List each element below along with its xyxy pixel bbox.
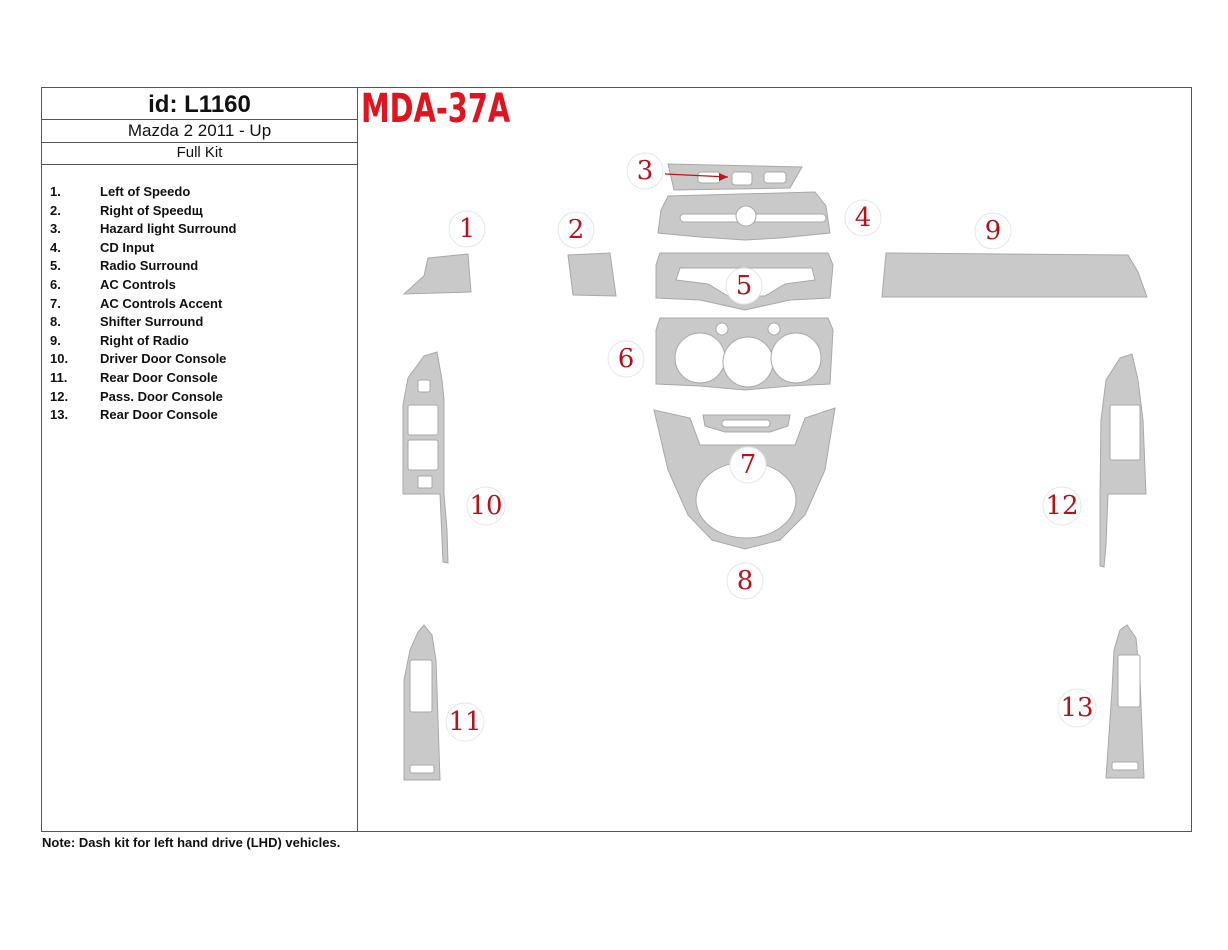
part-10-switch — [408, 440, 438, 470]
badge-3 — [627, 153, 663, 189]
badge-label: 4 — [854, 203, 872, 233]
footnote: Note: Dash kit for left hand drive (LHD) vehicles. — [42, 835, 341, 850]
badge-1 — [449, 211, 485, 247]
part-11-switch — [410, 765, 434, 773]
item-number: 12. — [50, 388, 69, 404]
item-number: 13. — [50, 407, 69, 423]
item-name: Hazard light Surround — [100, 221, 237, 237]
part-6-dial — [723, 337, 773, 387]
badge-label: 5 — [735, 271, 753, 301]
part-9-shape — [882, 253, 1147, 297]
part-3-cutout — [698, 172, 720, 183]
badge-label: 2 — [567, 215, 585, 245]
badge-9 — [975, 213, 1011, 249]
part-3-cutout — [764, 172, 786, 183]
item-name: Driver Door Console — [100, 351, 227, 367]
part-10-switch — [418, 476, 432, 488]
badge-label: 3 — [636, 156, 654, 186]
badge-label: 8 — [736, 566, 754, 596]
badge-13 — [1058, 689, 1096, 727]
item-name: AC Controls Accent — [100, 295, 223, 311]
badge-11 — [446, 703, 484, 741]
badge-6 — [608, 341, 644, 377]
badge-label: 13 — [1060, 693, 1094, 723]
part-2-shape — [568, 253, 616, 296]
badge-2 — [558, 212, 594, 248]
item-name: AC Controls — [100, 276, 176, 292]
badge-8 — [727, 563, 763, 599]
brand-code: MDA-37A — [361, 86, 511, 132]
part-10-switch — [418, 380, 430, 392]
part-4-knob — [736, 206, 756, 226]
item-number: 4. — [50, 239, 61, 255]
badge-10 — [467, 487, 505, 525]
part-6-dial — [675, 333, 725, 383]
item-name: Radio Surround — [100, 258, 199, 274]
badge-12 — [1043, 487, 1081, 525]
part-7-slot — [722, 420, 770, 427]
item-name: Left of Speedo — [100, 184, 191, 199]
badge-label: 1 — [458, 214, 476, 244]
part-13-switch — [1112, 762, 1138, 770]
badge-4 — [845, 200, 881, 236]
item-number: 11. — [50, 369, 68, 385]
part-6-button — [716, 323, 728, 335]
badge-label: 9 — [984, 216, 1002, 246]
part-10-switch — [408, 405, 438, 435]
vehicle-model: Mazda 2 2011 - Up — [42, 120, 357, 143]
item-number: 9. — [50, 332, 61, 348]
badge-label: 12 — [1045, 491, 1079, 521]
item-name: Shifter Surround — [100, 314, 204, 330]
badge-label: 7 — [739, 450, 757, 480]
badge-label: 10 — [469, 491, 503, 521]
item-number: 6. — [50, 276, 61, 292]
part-1-shape — [404, 254, 471, 294]
part-12-switch — [1110, 405, 1140, 460]
part-6-button — [768, 323, 780, 335]
part-6-dial — [771, 333, 821, 383]
item-number: 10. — [50, 351, 69, 367]
item-name: Pass. Door Console — [100, 388, 223, 404]
item-number: 3. — [50, 221, 61, 237]
part-11-switch — [410, 660, 432, 712]
item-number: 1. — [50, 184, 61, 199]
badge-5 — [726, 268, 762, 304]
item-name: Right of Radio — [100, 332, 189, 348]
item-name: Rear Door Console — [100, 407, 218, 423]
item-name: Rear Door Console — [100, 369, 218, 385]
item-number: 8. — [50, 314, 61, 330]
kit-id: id: L1160 — [42, 88, 357, 120]
part-3-cutout — [732, 172, 752, 185]
item-name: CD Input — [100, 239, 155, 255]
badge-7 — [730, 447, 766, 483]
item-name: Right of Speedщ — [100, 202, 203, 218]
part-13-switch — [1118, 655, 1140, 707]
item-number: 5. — [50, 258, 61, 274]
badge-label: 6 — [617, 344, 635, 374]
item-number: 7. — [50, 295, 61, 311]
item-number: 2. — [50, 202, 61, 218]
badge-label: 11 — [448, 707, 482, 737]
kit-type: Full Kit — [42, 143, 357, 165]
